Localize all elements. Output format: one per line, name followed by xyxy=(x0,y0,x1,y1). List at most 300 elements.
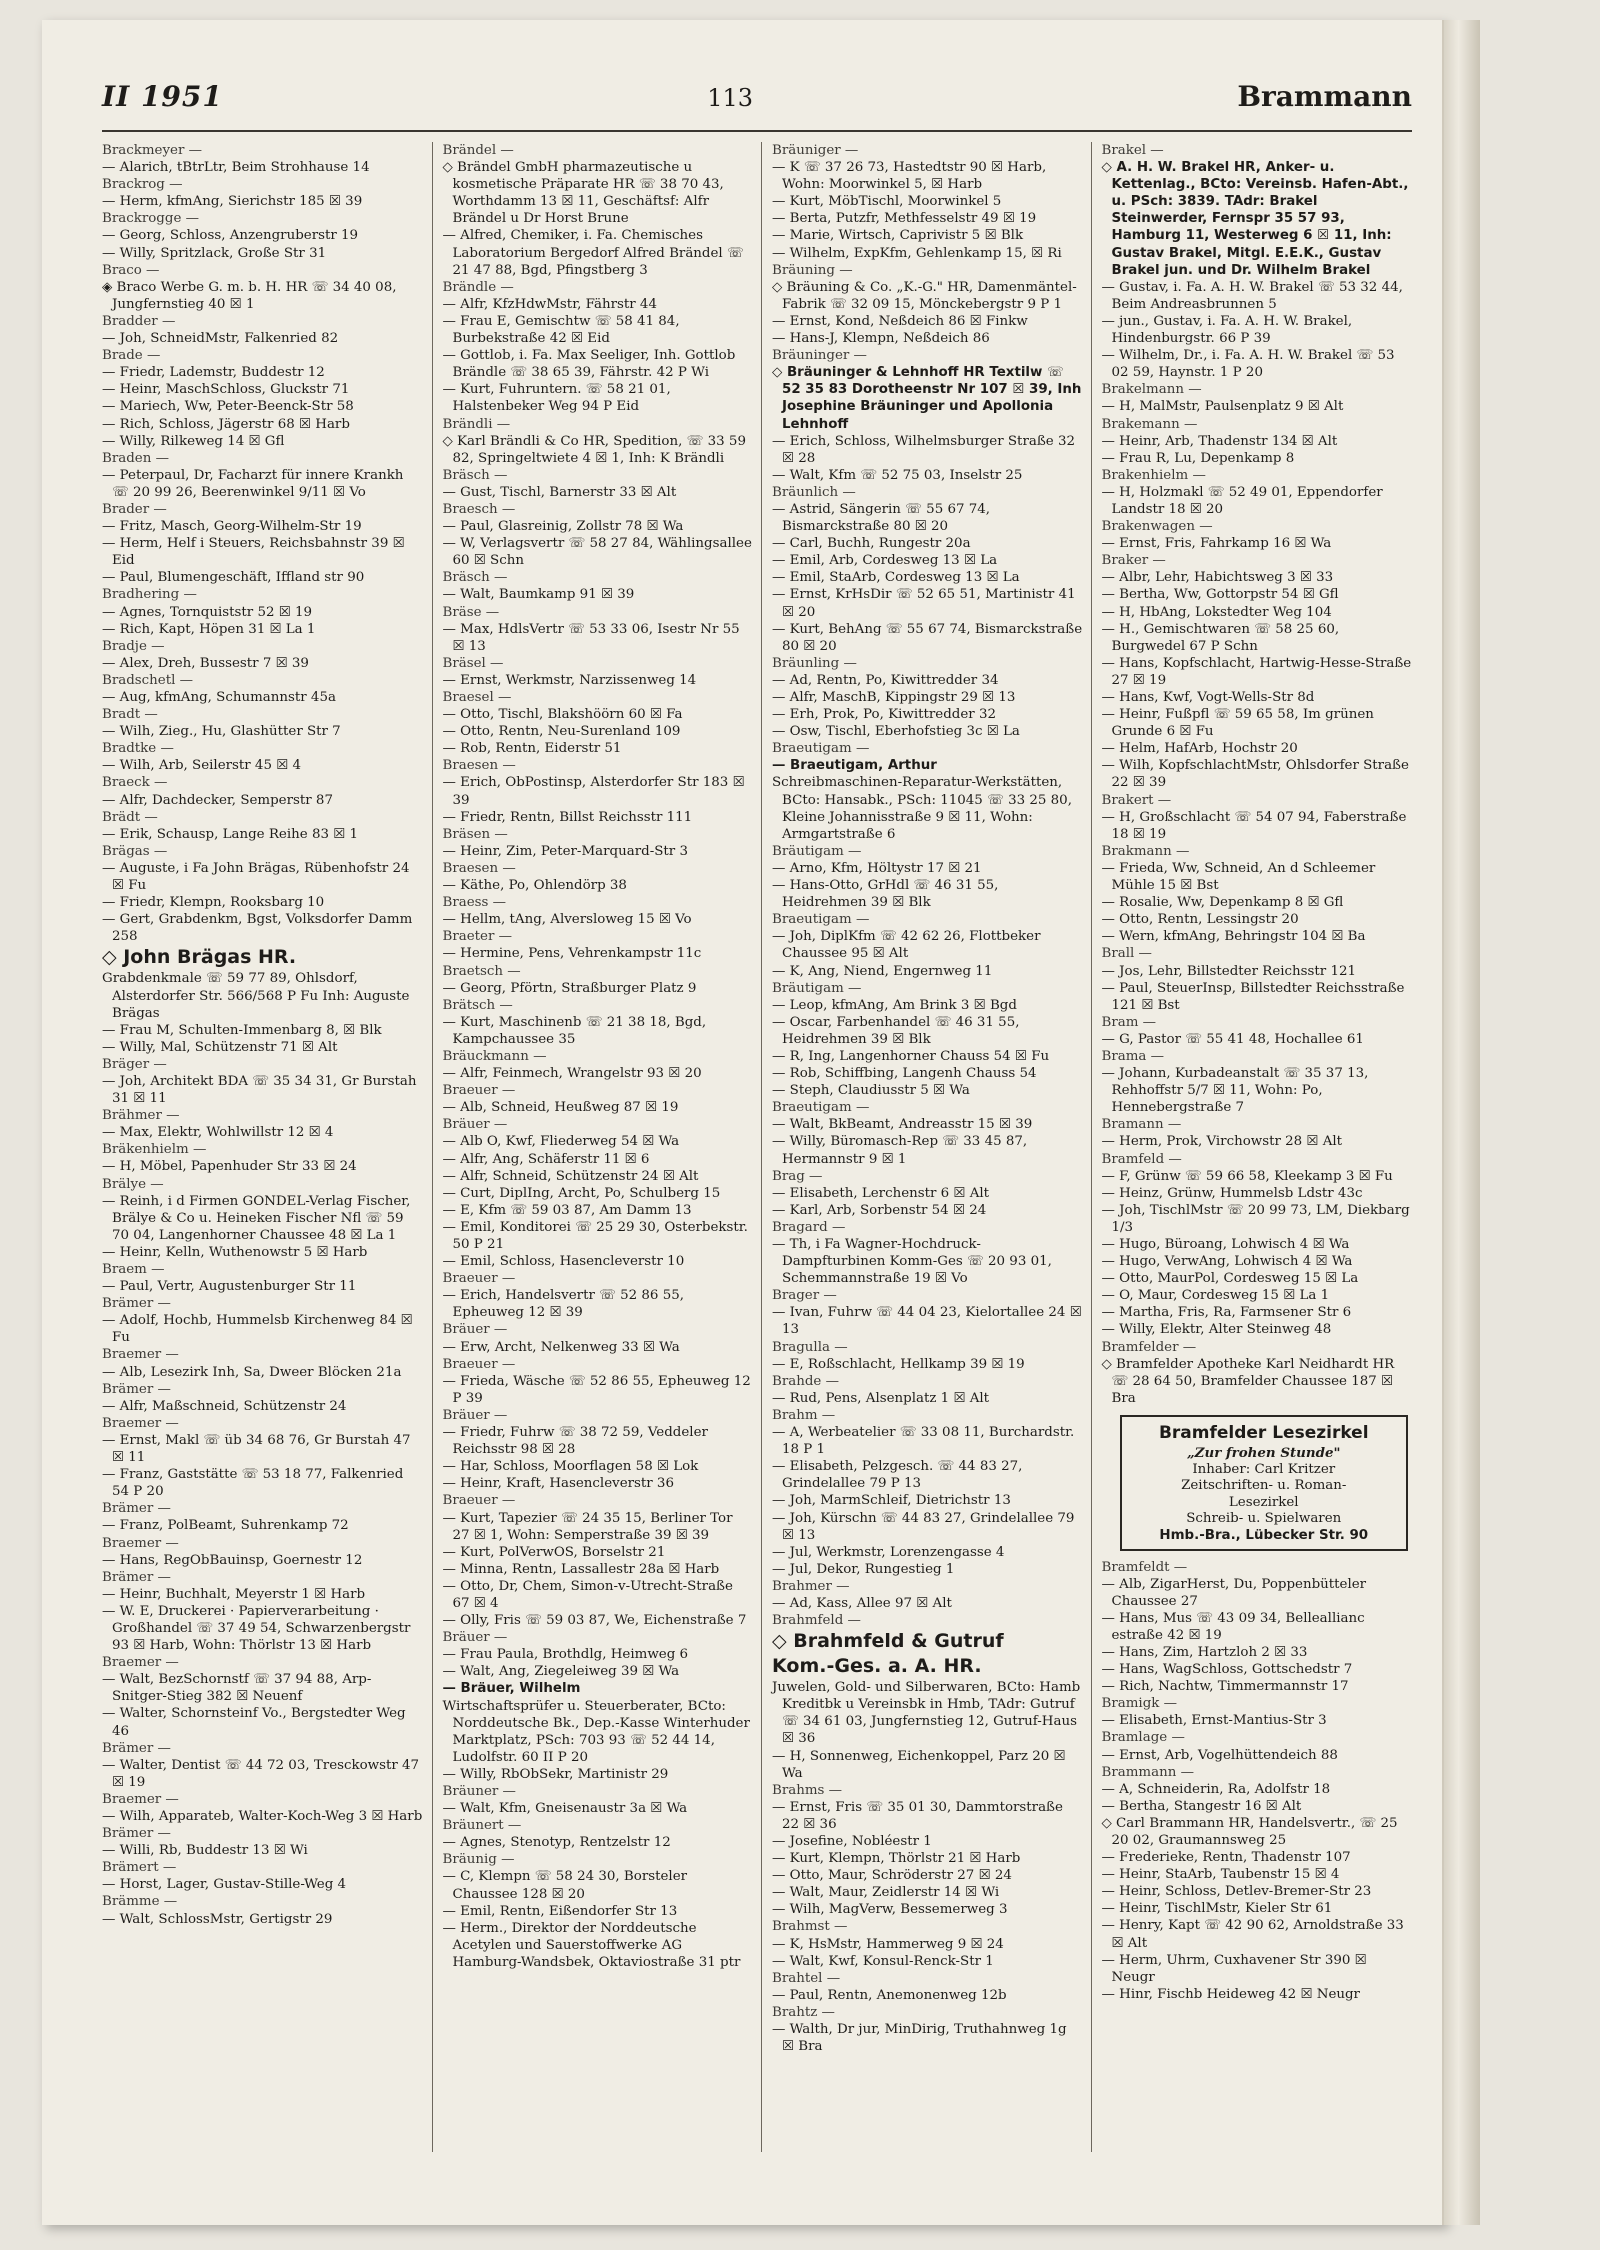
surname-heading: Bradder — xyxy=(102,313,176,329)
ad-title: Bramfelder Lesezirkel xyxy=(1158,1422,1369,1443)
surname-heading: Braess — xyxy=(442,895,507,911)
surname-heading: Braemer — xyxy=(102,1535,179,1551)
directory-entry: — Ernst, Kond, Neßdeich 86 ☒ Finkw xyxy=(772,313,1028,329)
directory-entry: — Otto, Rentn, Neu-Surenland 109 xyxy=(442,724,681,740)
directory-entry: — Minna, Rentn, Lassallestr 28a ☒ Harb xyxy=(442,1561,720,1577)
directory-entry: Grabdenkmale ☏ 59 77 89, Ohlsdorf, Alsterdorfer Str. 566/568 P Fu Inh: Auguste Brägas xyxy=(102,971,410,1021)
directory-entry: — Otto, Maur, Schröderstr 27 ☒ 24 xyxy=(772,1868,1012,1884)
surname-heading: Bram — xyxy=(1101,1014,1157,1030)
directory-entry: — Willy, Rilkeweg 14 ☒ Gfl xyxy=(102,433,285,449)
directory-entry: — Walt, Kwf, Konsul-Renck-Str 1 xyxy=(772,1953,994,1969)
directory-entry: — Helm, HafArb, Hochstr 20 xyxy=(1101,741,1298,757)
directory-entry: — Heinr, Schloss, Detlev-Bremer-Str 23 xyxy=(1101,1884,1372,1900)
surname-heading: Braeuer — xyxy=(442,1493,516,1509)
page-header xyxy=(102,80,1412,132)
directory-entry: — H, MalMstr, Paulsenplatz 9 ☒ Alt xyxy=(1101,399,1344,415)
directory-entry: — O, Maur, Cordesweg 15 ☒ La 1 xyxy=(1101,1288,1330,1304)
surname-heading: Brakenwagen — xyxy=(1101,519,1213,535)
header-year: II 1951 xyxy=(102,80,223,113)
directory-entry: — Agnes, Stenotyp, Rentzelstr 12 xyxy=(442,1835,671,1851)
directory-entry: — Alfr, Feinmech, Wrangelstr 93 ☒ 20 xyxy=(442,1066,702,1082)
directory-entry: — Franz, Gaststätte ☏ 53 18 77, Falkenried 54 P 20 xyxy=(102,1467,404,1500)
directory-entry: — Heinr, MaschSchloss, Gluckstr 71 xyxy=(102,382,350,398)
surname-heading: Bradhering — xyxy=(102,587,197,603)
directory-entry: — Gottlob, i. Fa. Max Seeliger, Inh. Gottlob Brändle ☏ 38 65 39, Fährstr. 42 P Wi xyxy=(442,348,736,381)
directory-entry: — Alfr, KfzHdwMstr, Fährstr 44 xyxy=(442,296,657,312)
surname-heading: Braesel — xyxy=(442,690,512,705)
surname-heading: Bräuer — xyxy=(442,1407,508,1423)
directory-entry: — Th, i Fa Wagner-Hochdruck-Dampfturbinen Komm-Ges ☏ 20 93 01, Schemmannstraße 19 ☒ Vo xyxy=(772,1237,1052,1287)
surname-heading: Brakel — xyxy=(1101,143,1164,158)
directory-entry: — Emil, Rentn, Eißendorfer Str 13 xyxy=(442,1903,678,1919)
surname-heading: Bräuner — xyxy=(442,1784,516,1799)
directory-entry: ◇ Bräuning & Co. „K.-G." HR, Damenmäntel-Fabrik ☏ 32 09 15, Mönckebergstr 9 P 1 xyxy=(772,279,1077,312)
directory-entry: — A, Schneiderin, Ra, Adolfstr 18 xyxy=(1101,1781,1331,1797)
directory-entry: — Heinr, StaArb, Taubenstr 15 ☒ 4 xyxy=(1101,1867,1340,1883)
directory-entry: — Horst, Lager, Gustav-Stille-Weg 4 xyxy=(102,1877,347,1893)
directory-entry: — Heinr, Kelln, Wuthenowstr 5 ☒ Harb xyxy=(102,1244,368,1260)
directory-entry: — Agnes, Tornquiststr 52 ☒ 19 xyxy=(102,604,313,620)
directory-entry: — Hans, Zim, Hartzloh 2 ☒ 33 xyxy=(1101,1644,1308,1660)
directory-entry: — Rich, Kapt, Höpen 31 ☒ La 1 xyxy=(102,621,316,637)
directory-entry: — Rob, Rentn, Eiderstr 51 xyxy=(442,741,622,757)
directory-entry: — Elisabeth, Lerchenstr 6 ☒ Alt xyxy=(772,1185,990,1201)
directory-entry: — Wilh, Arb, Seilerstr 45 ☒ 4 xyxy=(102,758,302,774)
directory-entry: — Herm, Helf i Steuers, Reichsbahnstr 39 ☒ Eid xyxy=(102,536,405,569)
surname-heading: Brall — xyxy=(1101,946,1152,962)
directory-entry: — Berta, Putzfr, Methfesselstr 49 ☒ 19 xyxy=(772,211,1037,227)
directory-entry: — Erich, Schloss, Wilhelmsburger Straße 32 ☒ 28 xyxy=(772,433,1075,466)
directory-page xyxy=(42,20,1445,2225)
surname-heading: Bräunlich — xyxy=(772,484,856,500)
directory-entry: — Walt, SchlossMstr, Gertigstr 29 xyxy=(102,1911,333,1927)
directory-entry: — Kurt, Maschinenb ☏ 21 38 18, Bgd, Kampchaussee 35 xyxy=(442,1014,707,1047)
surname-heading: Braemer — xyxy=(102,1415,179,1431)
directory-entry: — H, Sonnenweg, Eichenkoppel, Parz 20 ☒ Wa xyxy=(772,1748,1066,1781)
directory-entry: — Arno, Kfm, Höltystr 17 ☒ 21 xyxy=(772,860,982,876)
directory-entry: — Auguste, i Fa John Brägas, Rübenhofstr 24 ☒ Fu xyxy=(102,860,410,894)
surname-heading: Braco — xyxy=(102,262,160,278)
directory-entry: — Ernst, Fris ☏ 35 01 30, Dammtorstraße 22 ☒ 36 xyxy=(772,1799,1063,1832)
directory-entry: — Wilh, Apparateb, Walter-Koch-Weg 3 ☒ Harb xyxy=(102,1809,423,1824)
directory-entry: — Hans, WagSchloss, Gottschedstr 7 xyxy=(1101,1662,1353,1678)
directory-entry: — Emil, Konditorei ☏ 25 29 30, Osterbekstr. 50 P 21 xyxy=(442,1219,748,1252)
surname-heading: Bräuer — xyxy=(442,1630,508,1646)
directory-entry: — Walt, Kfm ☏ 52 75 03, Inselstr 25 xyxy=(772,467,1023,483)
directory-entry: — Heinr, Arb, Thadenstr 134 ☒ Alt xyxy=(1101,433,1338,449)
directory-entry: — Walt, BezSchornstf ☏ 37 94 88, Arp-Snitger-Stieg 382 ☒ Neuenf xyxy=(102,1672,372,1705)
directory-entry: — Johann, Kurbadeanstalt ☏ 35 37 13, Rehhoffstr 5/7 ☒ 11, Wohn: Po, Hennebergstraße 7 xyxy=(1101,1066,1369,1116)
directory-entry: — C, Klempn ☏ 58 24 30, Borsteler Chaussee 128 ☒ 20 xyxy=(442,1869,688,1902)
advertisement-box xyxy=(1120,1415,1409,1551)
surname-heading: Brähmer — xyxy=(102,1108,180,1124)
surname-heading: Brändel — xyxy=(442,143,514,158)
header-page-number: 113 xyxy=(707,84,753,112)
directory-entry: — Walter, Schornsteinf Vo., Bergstedter Weg 46 xyxy=(102,1706,406,1739)
directory-entry: — Ernst, Makl ☏ üb 34 68 76, Gr Burstah 47 ☒ 11 xyxy=(102,1432,411,1466)
directory-entry: — Paul, SteuerInsp, Billstedter Reichsstraße 121 ☒ Bst xyxy=(1101,980,1405,1013)
surname-heading: Bradtke — xyxy=(102,741,174,757)
directory-entry: — Willy, Spritzlack, Große Str 31 xyxy=(102,245,327,261)
surname-heading: Brammann — xyxy=(1101,1764,1194,1780)
directory-entry: ◇ Karl Brändli & Co HR, Spedition, ☏ 33 59 82, Springeltwiete 4 ☒ 1, Inh: K Brändli xyxy=(442,433,746,466)
surname-heading: Brahtel — xyxy=(772,1970,841,1986)
directory-entry: — Max, Elektr, Wohlwillstr 12 ☒ 4 xyxy=(102,1125,334,1141)
directory-entry: — K, Ang, Niend, Engernweg 11 xyxy=(772,963,993,979)
directory-entry: — K, HsMstr, Hammerweg 9 ☒ 24 xyxy=(772,1936,1004,1952)
directory-entry: — Hans-Otto, GrHdl ☏ 46 31 55, Heidrehmen 39 ☒ Blk xyxy=(772,878,999,911)
surname-heading: Braesch — xyxy=(442,501,516,517)
surname-heading: Brälye — xyxy=(102,1176,164,1192)
directory-entry: — Alfr, Schneid, Schützenstr 24 ☒ Alt xyxy=(442,1168,699,1184)
surname-heading: Braeter — xyxy=(442,929,513,945)
directory-entry: — Walth, Dr jur, MinDirig, Truthahnweg 1g ☒ Bra xyxy=(772,2022,1067,2055)
surname-heading: Brahms — xyxy=(772,1782,843,1798)
directory-entry: — Hugo, Büroang, Lohwisch 4 ☒ Wa xyxy=(1101,1237,1350,1252)
directory-columns xyxy=(102,142,1420,2152)
header-running-name: Brammann xyxy=(1237,80,1412,113)
directory-entry: — Otto, Dr, Chem, Simon-v-Utrecht-Straße 67 ☒ 4 xyxy=(442,1578,733,1611)
surname-heading: Brader — xyxy=(102,501,167,517)
surname-heading: Brakelmann — xyxy=(1101,382,1202,398)
surname-heading: Bräse — xyxy=(442,604,500,620)
surname-heading: Brämer — xyxy=(102,1381,171,1397)
directory-entry: — Alb O, Kwf, Fliederweg 54 ☒ Wa xyxy=(442,1134,680,1150)
directory-entry: — Frau Paula, Brothdlg, Heimweg 6 xyxy=(442,1647,689,1663)
directory-entry: — Gustav, i. Fa. A. H. W. Brakel ☏ 53 32 44, Beim Andreasbrunnen 5 xyxy=(1101,279,1403,312)
directory-entry: — Ad, Rentn, Po, Kiwittredder 34 xyxy=(772,672,999,688)
directory-entry: — Alfr, Dachdecker, Semperstr 87 xyxy=(102,792,333,808)
directory-entry: — Joh, Kürschn ☏ 44 83 27, Grindelallee 79 ☒ 13 xyxy=(772,1510,1075,1543)
surname-heading: Braden — xyxy=(102,450,169,466)
directory-entry: — Olly, Fris ☏ 59 03 87, We, Eichenstraße 7 xyxy=(442,1613,747,1629)
surname-heading: Bräunig — xyxy=(442,1852,515,1868)
surname-heading: Braemer — xyxy=(102,1347,179,1363)
surname-heading: Brämer — xyxy=(102,1501,171,1517)
directory-entry: — Walt, BkBeamt, Andreasstr 15 ☒ 39 xyxy=(772,1117,1033,1133)
directory-entry: — Frau M, Schulten-Immenbarg 8, ☒ Blk xyxy=(102,1022,382,1038)
directory-entry: ◇ Brändel GmbH pharmazeutische u kosmetische Präparate HR ☏ 38 70 43, Worthdamm 13 ☒ 11, Geschäftsf: Alfr Brändel u Dr Horst Brune xyxy=(442,160,724,227)
directory-entry: — Hans, Mus ☏ 43 09 34, Belleallianc estraße 42 ☒ 19 xyxy=(1101,1610,1365,1643)
surname-heading: Bramfeld — xyxy=(1101,1151,1182,1167)
surname-heading: Bräutigam — xyxy=(772,843,862,859)
directory-entry: — Kurt, Klempn, Thörlstr 21 ☒ Harb xyxy=(772,1851,1021,1867)
surname-heading: Bräuning — xyxy=(772,262,853,278)
directory-entry: — Braeutigam, Arthur xyxy=(772,758,937,774)
directory-entry: — Friedr, Lademstr, Buddestr 12 xyxy=(102,365,325,381)
ad-line-3: Lesezirkel xyxy=(1228,1494,1299,1510)
directory-entry: — H, Möbel, Papenhuder Str 33 ☒ 24 xyxy=(102,1159,357,1175)
directory-entry: — Paul, Vertr, Augustenburger Str 11 xyxy=(102,1279,357,1295)
directory-entry: — Heinr, TischlMstr, Kieler Str 61 xyxy=(1101,1901,1333,1917)
directory-entry: — Alfr, MaschB, Kippingstr 29 ☒ 13 xyxy=(772,690,1016,705)
directory-entry: — Bertha, Ww, Gottorpstr 54 ☒ Gfl xyxy=(1101,587,1339,603)
directory-entry: — Heinr, Fußpfl ☏ 59 65 58, Im grünen Grunde 6 ☒ Fu xyxy=(1101,707,1374,740)
surname-heading: Brakmann — xyxy=(1101,843,1190,859)
directory-entry: — Peterpaul, Dr, Facharzt für innere Krankh ☏ 20 99 26, Beerenwinkel 9/11 ☒ Vo xyxy=(102,467,404,500)
directory-entry: — Max, HdlsVertr ☏ 53 33 06, Isestr Nr 55 ☒ 13 xyxy=(442,621,740,654)
surname-heading: Bragulla — xyxy=(772,1339,848,1355)
surname-heading: Braeuer — xyxy=(442,1083,516,1099)
directory-entry: — Alfred, Chemiker, i. Fa. Chemisches Laboratorium Bergedorf Alfred Brändel ☏ 21 47 88, Bgd, Pfingstberg 3 xyxy=(442,228,744,278)
directory-entry: — Paul, Rentn, Anemonenweg 12b xyxy=(772,1987,1007,2003)
directory-entry: — Otto, MaurPol, Cordesweg 15 ☒ La xyxy=(1101,1271,1359,1287)
directory-entry: — Wilh, Zieg., Hu, Glashütter Str 7 xyxy=(102,724,341,740)
surname-heading: Brade — xyxy=(102,348,161,364)
directory-entry: — Henry, Kapt ☏ 42 90 62, Arnoldstraße 33 ☒ Alt xyxy=(1101,1918,1404,1951)
directory-entry: — Karl, Arb, Sorbenstr 54 ☒ 24 xyxy=(772,1202,987,1218)
directory-entry: — Erik, Schausp, Lange Reihe 83 ☒ 1 xyxy=(102,826,359,842)
directory-entry: — Rich, Nachtw, Timmermannstr 17 xyxy=(1101,1679,1349,1695)
directory-entry: — H, Großschlacht ☏ 54 07 94, Faberstraße 18 ☒ 19 xyxy=(1101,809,1407,842)
directory-entry: — Jos, Lehr, Billstedter Reichsstr 121 xyxy=(1101,963,1356,979)
directory-entry: ◇ Carl Brammann HR, Handelsvertr., ☏ 25 20 02, Graumannsweg 25 xyxy=(1101,1815,1398,1848)
directory-entry: — Jul, Werkmstr, Lorenzengasse 4 xyxy=(772,1544,1005,1560)
directory-entry: — Ernst, Fris, Fahrkamp 16 ☒ Wa xyxy=(1101,536,1332,552)
surname-heading: Braeutigam — xyxy=(772,741,870,757)
directory-entry: — Kurt, BehAng ☏ 55 67 74, Bismarckstraße 80 ☒ 20 xyxy=(772,621,1083,654)
directory-entry: — Emil, StaArb, Cordesweg 13 ☒ La xyxy=(772,570,1020,586)
directory-entry: — Joh, TischlMstr ☏ 20 99 73, LM, Diekbarg 1/3 xyxy=(1101,1202,1410,1235)
directory-entry: — Frieda, Ww, Schneid, An d Schleemer Mühle 15 ☒ Bst xyxy=(1101,860,1376,894)
directory-entry: — Friedr, Klempn, Rooksbarg 10 xyxy=(102,895,325,911)
directory-entry: — Alb, Lesezirk Inh, Sa, Dweer Blöcken 21a xyxy=(102,1364,402,1380)
directory-entry: — H, HbAng, Lokstedter Weg 104 xyxy=(1101,604,1332,620)
surname-heading: Brägas — xyxy=(102,843,168,859)
directory-entry: — E, Roßschlacht, Hellkamp 39 ☒ 19 xyxy=(772,1356,1025,1372)
surname-heading: Brätsch — xyxy=(442,997,513,1013)
surname-heading: Brahmfeld — xyxy=(772,1613,861,1629)
surname-heading: Braeuer — xyxy=(442,1271,516,1287)
surname-heading: Brämer — xyxy=(102,1740,171,1756)
surname-heading: Brahm — xyxy=(772,1407,836,1423)
surname-heading: Brakert — xyxy=(1101,792,1172,808)
directory-entry: — Erh, Prok, Po, Kiwittredder 32 xyxy=(772,707,996,723)
ad-line-4: Schreib- u. Spielwaren xyxy=(1186,1511,1342,1527)
directory-entry: — Friedr, Fuhrw ☏ 38 72 59, Veddeler Reichsstr 98 ☒ 28 xyxy=(442,1425,708,1458)
directory-entry: — Joh, SchneidMstr, Falkenried 82 xyxy=(102,331,339,347)
directory-entry: — Frau E, Gemischtw ☏ 58 41 84, Burbekstraße 42 ☒ Eid xyxy=(442,313,680,347)
directory-entry: — Paul, Blumengeschäft, Iffland str 90 xyxy=(102,570,365,586)
surname-heading: Bramlage — xyxy=(1101,1730,1185,1746)
surname-heading: Bräuninger — xyxy=(772,348,867,364)
surname-heading: Bräunert — xyxy=(442,1818,522,1834)
directory-entry: Juwelen, Gold- und Silberwaren, BCto: Hamb Kreditbk u Vereinsbk in Hmb, TAdr: Gutruf ☏ 34 61 03, Jungfernstieg 12, Gutruf-Haus ☒ 36 xyxy=(772,1680,1081,1747)
directory-entry: — Walter, Dentist ☏ 44 72 03, Tresckowstr 47 ☒ 19 xyxy=(102,1757,420,1790)
directory-entry: — Joh, MarmSchleif, Dietrichstr 13 xyxy=(772,1493,1011,1509)
surname-heading: Brämert — xyxy=(102,1860,177,1876)
directory-entry: — Rob, Schiffbing, Langenh Chauss 54 xyxy=(772,1066,1037,1082)
directory-entry: Schreibmaschinen-Reparatur-Werkstätten, BCto: Hansabk., PSch: 11045 ☏ 33 25 80, Kleine Johannisstraße 9 ☒ 11, Wohn: Armgartstraße 6 xyxy=(772,775,1072,842)
surname-heading: Braeutigam — xyxy=(772,1100,870,1116)
surname-heading: Brändli — xyxy=(442,416,511,432)
surname-heading: Braker — xyxy=(1101,553,1166,569)
directory-entry: ◇ Brahmfeld & Gutruf xyxy=(772,1630,1004,1653)
directory-entry: — Rosalie, Ww, Depenkamp 8 ☒ Gfl xyxy=(1101,895,1344,911)
surname-heading: Braeck — xyxy=(102,775,168,791)
column-4 xyxy=(1091,142,1421,2152)
directory-entry: ◈ Braco Werbe G. m. b. H. HR ☏ 34 40 08, Jungfernstieg 40 ☒ 1 xyxy=(102,279,397,312)
surname-heading: Brackrog — xyxy=(102,177,183,193)
directory-entry: — Josefine, Nobléestr 1 xyxy=(772,1834,932,1849)
surname-heading: Bramfeldt — xyxy=(1101,1559,1188,1575)
directory-entry: — Hans, RegObBauinsp, Goernestr 12 xyxy=(102,1552,363,1568)
directory-entry: — Herm., Direktor der Norddeutsche Acetylen und Sauerstoffwerke AG Hamburg-Wandsbek, Oktaviostraße 31 ptr xyxy=(442,1920,741,1970)
directory-entry: — K ☏ 37 26 73, Hastedtstr 90 ☒ Harb, Wohn: Moorwinkel 5, ☒ Harb xyxy=(772,160,1047,193)
surname-heading: Bramigk — xyxy=(1101,1696,1178,1712)
directory-entry: — W, Verlagsvertr ☏ 58 27 84, Wählingsallee 60 ☒ Schn xyxy=(442,536,752,569)
surname-heading: Brahde — xyxy=(772,1373,839,1389)
directory-entry: — Ernst, Werkmstr, Narzissenweg 14 xyxy=(442,672,697,688)
directory-entry: — Kurt, Tapezier ☏ 24 35 15, Berliner Tor 27 ☒ 1, Wohn: Semperstraße 39 ☒ 39 xyxy=(442,1510,733,1543)
directory-entry: — Wilh, MagVerw, Bessemerweg 3 xyxy=(772,1902,1008,1918)
surname-heading: Brackmeyer — xyxy=(102,143,202,158)
surname-heading: Brämer — xyxy=(102,1826,171,1842)
directory-entry: — Willy, Mal, Schützenstr 71 ☒ Alt xyxy=(102,1039,338,1055)
directory-entry: — Adolf, Hochb, Hummelsb Kirchenweg 84 ☒ Fu xyxy=(102,1313,413,1346)
surname-heading: Bräsch — xyxy=(442,467,508,483)
directory-entry: — Bräuer, Wilhelm xyxy=(442,1681,581,1697)
directory-entry: — Wern, kfmAng, Behringstr 104 ☒ Ba xyxy=(1101,929,1366,945)
surname-heading: Bradt — xyxy=(102,707,158,723)
directory-entry: — Walt, Baumkamp 91 ☒ 39 xyxy=(442,587,635,603)
surname-heading: Bräuer — xyxy=(442,1117,508,1133)
directory-entry: — Joh, Architekt BDA ☏ 35 34 31, Gr Burstah 31 ☒ 11 xyxy=(102,1073,417,1107)
directory-entry: — Heinr, Zim, Peter-Marquard-Str 3 xyxy=(442,843,688,859)
surname-heading: Bräuniger — xyxy=(772,143,859,158)
surname-heading: Bräsch — xyxy=(442,570,508,586)
directory-entry: — Rud, Pens, Alsenplatz 1 ☒ Alt xyxy=(772,1390,990,1406)
directory-entry: ◇ Bräuninger & Lehnhoff HR Textilw ☏ 52 35 83 Dorotheenstr Nr 107 ☒ 39, Inh Josephine Bräuninger und Apollonia Lehnhoff xyxy=(772,365,1082,432)
surname-heading: Bräuer — xyxy=(442,1322,508,1338)
directory-entry: — Emil, Arb, Cordesweg 13 ☒ La xyxy=(772,553,998,569)
directory-entry: — Wilhelm, ExpKfm, Gehlenkamp 15, ☒ Ri xyxy=(772,245,1062,261)
directory-entry: — Aug, kfmAng, Schumannstr 45a xyxy=(102,690,336,705)
directory-entry: — Otto, Tischl, Blakshöörn 60 ☒ Fa xyxy=(442,707,683,723)
directory-entry: ◇ John Brägas HR. xyxy=(102,946,297,969)
directory-entry: — Ivan, Fuhrw ☏ 44 04 23, Kielortallee 24 ☒ 13 xyxy=(772,1305,1082,1338)
directory-entry: — Ernst, KrHsDir ☏ 52 65 51, Martinistr 41 ☒ 20 xyxy=(772,587,1076,620)
surname-heading: Bräger — xyxy=(102,1056,167,1072)
directory-entry: — Reinh, i d Firmen GONDEL-Verlag Fischer, Brälye & Co u. Heineken Fischer Nfl ☏ 59 70 04, Langenhorner Chaussee 48 ☒ La 1 xyxy=(102,1193,411,1243)
ad-subtitle: „Zur frohen Stunde" xyxy=(1186,1444,1341,1461)
directory-entry: — H, Holzmakl ☏ 52 49 01, Eppendorfer Landstr 18 ☒ 20 xyxy=(1101,484,1383,517)
directory-entry: — Bertha, Stangestr 16 ☒ Alt xyxy=(1101,1798,1302,1814)
directory-entry: — Marie, Wirtsch, Caprivistr 5 ☒ Blk xyxy=(772,228,1024,244)
surname-heading: Brahmst — xyxy=(772,1919,848,1935)
directory-entry: — Carl, Buchh, Rungestr 20a xyxy=(772,536,971,552)
directory-entry: — Jul, Dekor, Rungestieg 1 xyxy=(772,1561,955,1577)
column-2 xyxy=(432,142,762,2152)
directory-entry: — Erich, Handelsvertr ☏ 52 86 55, Epheuweg 12 ☒ 39 xyxy=(442,1288,684,1321)
directory-entry: — Otto, Rentn, Lessingstr 20 xyxy=(1101,912,1299,928)
directory-entry: — Frieda, Wäsche ☏ 52 86 55, Epheuweg 12 P 39 xyxy=(442,1373,751,1406)
directory-entry: — A, Werbeatelier ☏ 33 08 11, Burchardstr. 18 P 1 xyxy=(772,1425,1075,1458)
surname-heading: Bräuckmann — xyxy=(442,1048,547,1064)
directory-entry: — Hans, Kwf, Vogt-Wells-Str 8d xyxy=(1101,690,1315,705)
directory-entry: — Wilh, KopfschlachtMstr, Ohlsdorfer Straße 22 ☒ 39 xyxy=(1101,758,1409,791)
surname-heading: Braemer — xyxy=(102,1655,179,1671)
directory-entry: — Fritz, Masch, Georg-Wilhelm-Str 19 xyxy=(102,519,362,535)
directory-entry: — Hans-J, Klempn, Neßdeich 86 xyxy=(772,331,990,347)
surname-heading: Braesen — xyxy=(442,758,516,774)
directory-entry: — Osw, Tischl, Eberhofstieg 3c ☒ La xyxy=(772,724,1020,740)
directory-entry: — Kurt, Fuhruntern. ☏ 58 21 01, Halstenbeker Weg 94 P Eid xyxy=(442,382,671,415)
surname-heading: Brackrogge — xyxy=(102,211,200,227)
surname-heading: Braesen — xyxy=(442,860,516,876)
directory-entry: — Wilhelm, Dr., i. Fa. A. H. W. Brakel ☏ 53 02 59, Haynstr. 1 P 20 xyxy=(1101,348,1395,381)
directory-entry: — R, Ing, Langenhorner Chauss 54 ☒ Fu xyxy=(772,1048,1050,1064)
directory-entry: — Herm, Uhrm, Cuxhavener Str 390 ☒ Neugr xyxy=(1101,1952,1367,1985)
directory-entry: — Emil, Schloss, Hasencleverstr 10 xyxy=(442,1254,685,1270)
page-edge xyxy=(1444,20,1480,2225)
surname-heading: Braeutigam — xyxy=(772,912,870,928)
column-1 xyxy=(102,142,432,2152)
surname-heading: Braem — xyxy=(102,1262,165,1277)
directory-entry: — Käthe, Po, Ohlendörp 38 xyxy=(442,878,627,894)
directory-entry: — Willy, Büromasch-Rep ☏ 33 45 87, Hermannstr 9 ☒ 1 xyxy=(772,1134,1028,1167)
directory-entry: — Leop, kfmAng, Am Brink 3 ☒ Bgd xyxy=(772,997,1017,1013)
ad-address: Hmb.-Bra., Lübecker Str. 90 xyxy=(1159,1527,1369,1543)
directory-entry: — E, Kfm ☏ 59 03 87, Am Damm 13 xyxy=(442,1202,692,1218)
surname-heading: Bräsen — xyxy=(442,826,508,842)
directory-entry: — Steph, Claudiusstr 5 ☒ Wa xyxy=(772,1083,970,1099)
directory-entry: — Frederieke, Rentn, Thadenstr 107 xyxy=(1101,1850,1351,1866)
directory-entry: — Paul, Glasreinig, Zollstr 78 ☒ Wa xyxy=(442,519,684,535)
directory-entry: — Elisabeth, Ernst-Mantius-Str 3 xyxy=(1101,1713,1327,1729)
surname-heading: Bräunling — xyxy=(772,655,857,671)
directory-entry: — Gust, Tischl, Barnerstr 33 ☒ Alt xyxy=(442,484,677,500)
directory-entry: ◇ A. H. W. Brakel HR, Anker- u. Kettenlag., BCto: Vereinsb. Hafen-Abt., u. PSch: 3839. TAdr: Brakel Steinwerder, Fernspr 35 57 93, Hamburg 11, Westerweg 6 ☒ 11, Inh: Gustav Brakel, Mitgl. E.E.K., Gustav Brakel jun. und Dr. Wilhelm Brakel xyxy=(1101,160,1409,278)
directory-entry: — Mariech, Ww, Peter-Beenck-Str 58 xyxy=(102,399,354,415)
directory-entry: — Elisabeth, Pelzgesch. ☏ 44 83 27, Grindelallee 79 P 13 xyxy=(772,1459,1023,1492)
directory-entry: — Franz, PolBeamt, Suhrenkamp 72 xyxy=(102,1518,349,1534)
directory-entry: — G, Pastor ☏ 55 41 48, Hochallee 61 xyxy=(1101,1031,1364,1047)
directory-entry: — Herm, Prok, Virchowstr 28 ☒ Alt xyxy=(1101,1134,1343,1150)
directory-entry: — Joh, DiplKfm ☏ 42 62 26, Flottbeker Chaussee 95 ☒ Alt xyxy=(772,929,1041,962)
directory-entry: — Ad, Kass, Allee 97 ☒ Alt xyxy=(772,1595,952,1611)
surname-heading: Brädt — xyxy=(102,809,158,825)
directory-entry: — Heinr, Kraft, Hasencleverstr 36 xyxy=(442,1476,674,1492)
directory-entry: — Martha, Fris, Ra, Farmsener Str 6 xyxy=(1101,1305,1352,1321)
directory-entry: Wirtschaftsprüfer u. Steuerberater, BCto: Norddeutsche Bk., Dep.-Kasse Winterhuder Marktplatz, PSch: 703 93 ☏ 52 44 14, Ludolfstr. 60 II P 20 xyxy=(442,1698,750,1765)
surname-heading: Brakenhielm — xyxy=(1101,467,1206,483)
surname-heading: Braeuer — xyxy=(442,1356,516,1372)
directory-entry: Kom.-Ges. a. A. HR. xyxy=(772,1655,982,1678)
directory-entry: — Curt, DiplIng, Archt, Po, Schulberg 15 xyxy=(442,1185,721,1201)
directory-entry: — F, Grünw ☏ 59 66 58, Kleekamp 3 ☒ Fu xyxy=(1101,1168,1393,1184)
directory-entry: — Alfr, Maßschneid, Schützenstr 24 xyxy=(102,1398,347,1414)
directory-entry: — Albr, Lehr, Habichtsweg 3 ☒ 33 xyxy=(1101,570,1334,586)
directory-entry: — Alex, Dreh, Bussestr 7 ☒ 39 xyxy=(102,655,309,671)
ad-line-2: Zeitschriften- u. Roman- xyxy=(1181,1478,1347,1494)
surname-heading: Bräutigam — xyxy=(772,980,862,996)
surname-heading: Bragard — xyxy=(772,1219,846,1235)
directory-entry: — Alarich, tBtrLtr, Beim Strohhause 14 xyxy=(102,160,370,176)
directory-entry: — Willi, Rb, Buddestr 13 ☒ Wi xyxy=(102,1843,308,1859)
directory-entry: — Friedr, Rentn, Billst Reichsstr 111 xyxy=(442,809,693,825)
directory-entry: — Kurt, PolVerwOS, Borselstr 21 xyxy=(442,1544,666,1560)
directory-entry: — Walt, Ang, Ziegeleiweg 39 ☒ Wa xyxy=(442,1664,680,1680)
directory-entry: — Hugo, VerwAng, Lohwisch 4 ☒ Wa xyxy=(1101,1254,1353,1270)
surname-heading: Brahtz — xyxy=(772,2004,835,2020)
column-3 xyxy=(761,142,1091,2152)
directory-entry: — Heinz, Grünw, Hummelsb Ldstr 43c xyxy=(1101,1185,1363,1201)
directory-entry: — Alb, ZigarHerst, Du, Poppenbütteler Chaussee 27 xyxy=(1101,1576,1367,1609)
directory-entry: — Oscar, Farbenhandel ☏ 46 31 55, Heidrehmen 39 ☒ Blk xyxy=(772,1014,1020,1047)
surname-heading: Brag — xyxy=(772,1168,823,1184)
directory-entry: — Hinr, Fischb Heideweg 42 ☒ Neugr xyxy=(1101,1986,1360,2002)
